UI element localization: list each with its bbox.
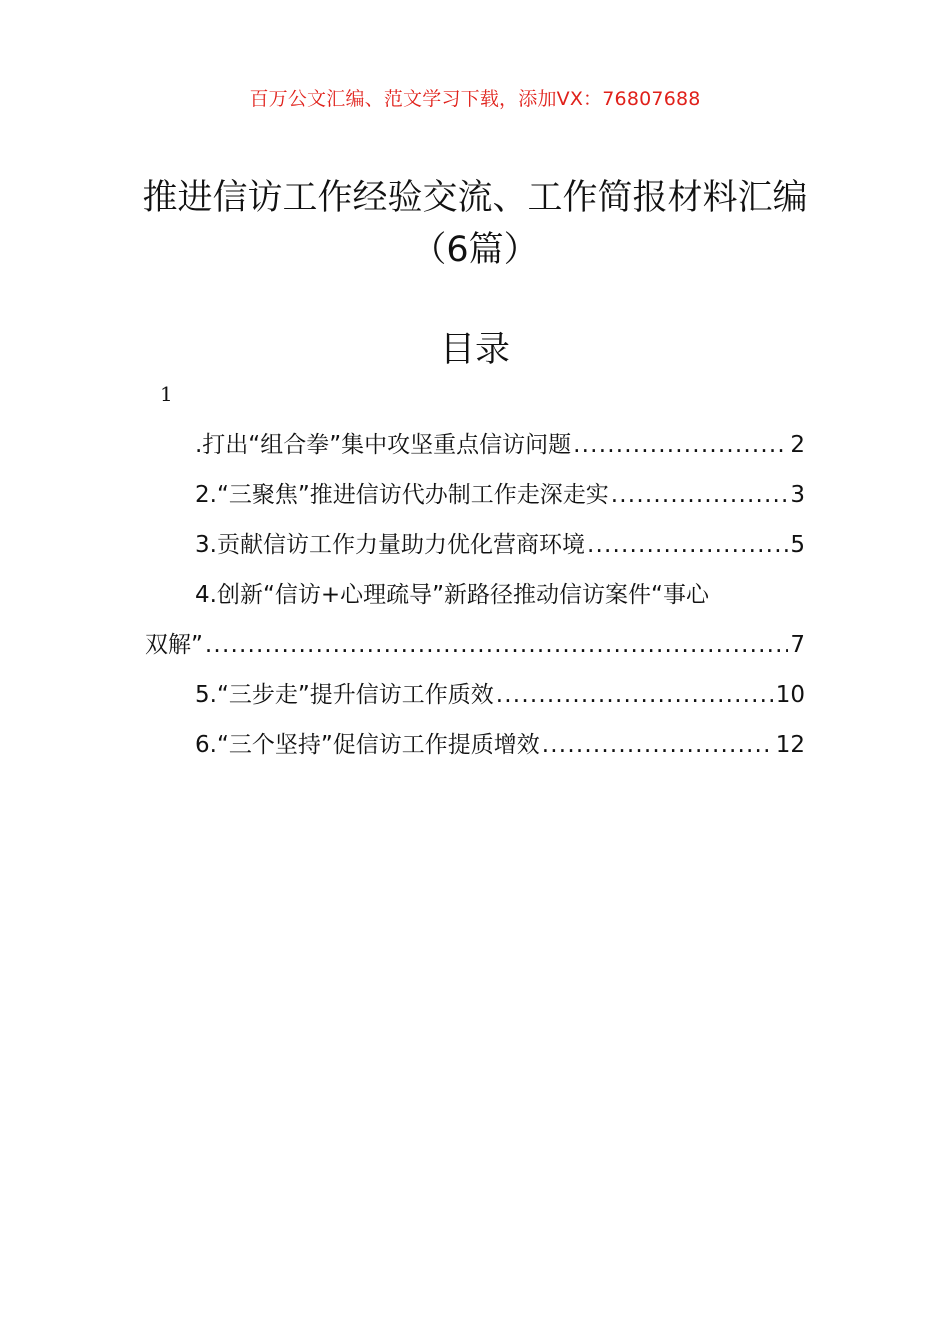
- toc-page-number: 10: [775, 682, 805, 708]
- toc-entry-label: .打出“组合拳”集中攻坚重点信访问题: [195, 432, 572, 458]
- toc-dot-leader: [587, 520, 788, 570]
- toc-entry-label: 6.“三个坚持”促信访工作提质增效: [195, 732, 540, 758]
- toc-dot-leader: [542, 720, 774, 770]
- toc-entry-label-continued: 双解”: [145, 632, 203, 658]
- toc-entry-label: 2.“三聚焦”推进信访代办制工作走深走实: [195, 482, 609, 508]
- toc-entry-label: 4.创新“信访+心理疏导”新路径推动信访案件“事心: [195, 582, 709, 608]
- toc-entry-1[interactable]: [145, 420, 805, 470]
- toc-dot-leader: [611, 470, 789, 520]
- toc-entry-4-line-2[interactable]: [145, 620, 805, 670]
- toc-dot-leader: [573, 420, 788, 470]
- toc-page-number: 7: [790, 632, 805, 658]
- toc-page-number: 3: [790, 482, 805, 508]
- toc-entry-4-line-1[interactable]: [145, 570, 805, 620]
- toc-entry-2[interactable]: [145, 470, 805, 520]
- toc-entry-3[interactable]: [145, 520, 805, 570]
- toc-entry-5[interactable]: [145, 670, 805, 720]
- toc-page-number: 2: [790, 432, 805, 458]
- table-of-contents: [145, 420, 805, 770]
- header-watermark-note: 百万公文汇编、范文学习下载，添加VX：76807688: [249, 88, 701, 110]
- toc-entry-6[interactable]: [145, 720, 805, 770]
- toc-dot-leader: [205, 620, 788, 670]
- toc-entry-label: 5.“三步走”提升信访工作质效: [195, 682, 494, 708]
- stray-number: 1: [160, 382, 173, 406]
- toc-page-number: 12: [775, 732, 805, 758]
- toc-entry-label: 3.贡献信访工作力量助力优化营商环境: [195, 532, 585, 558]
- toc-dot-leader: [496, 670, 774, 720]
- toc-heading: 目录: [439, 330, 510, 370]
- document-title: 推进信访工作经验交流、工作简报材料汇编（6篇）: [142, 178, 808, 270]
- toc-page-number: 5: [790, 532, 805, 558]
